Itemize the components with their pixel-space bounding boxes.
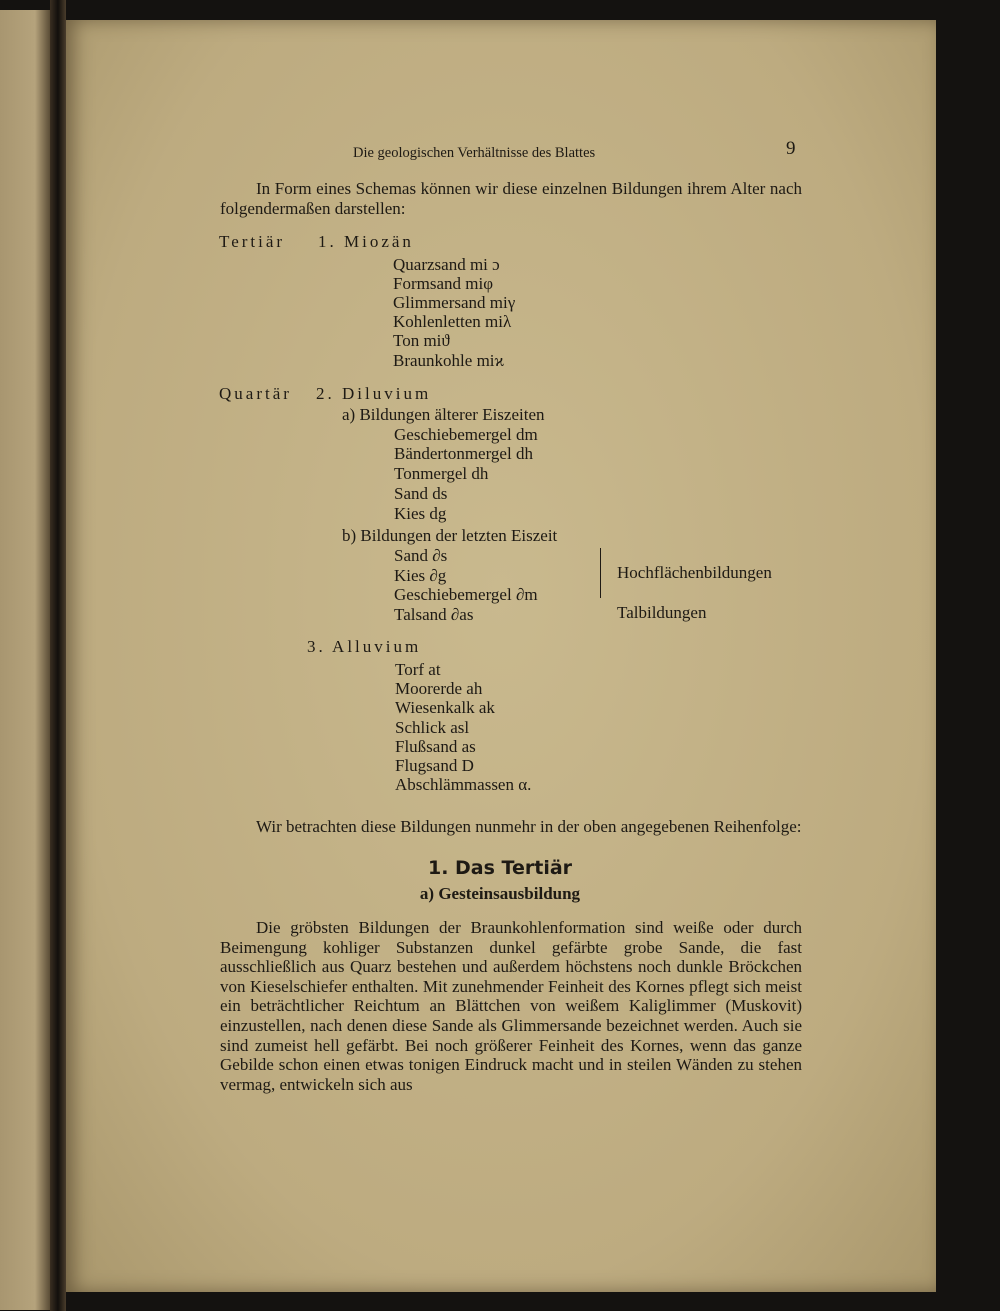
label-tertiaer: Tertiär [219,232,286,251]
subsection-heading: a) Gesteinsausbildung [419,884,581,903]
subheading-a: a) Bildungen älterer Eiszeiten [342,405,545,424]
page-number: 9 [786,138,796,159]
intro-paragraph: In Form eines Schemas können wir diese einzelnen Bildungen ihrem Alter nach folgendermaßen darstellen: [220,179,802,218]
label-alluvium: 3. Alluvium [307,637,422,656]
subheading-b: b) Bildungen der letzten Eiszeit [342,526,558,545]
schema-item: Schlick asl [395,718,470,737]
brace [592,548,601,598]
schema-item: Ton miϑ [393,331,450,350]
paragraph: Die gröbsten Bildungen der Braunkohlenformation sind weiße oder durch Beimengung kohliger Substanzen dunkel gefärbte grobe Sande, die fast ausschließlich aus Quarz bestehen und außerdem höchstens noch dunkle Bröckchen von Kieselschiefer enthalten. Mit zunehmender Feinheit des Kornes pflegt sich meist ein beträchtlicher Reichtum an Blättchen von weißem Kaliglimmer (Muskovit) einzustellen, nach denen diese Sande als Glimmersande bezeichnet werden. Auch sie sind zumeist hell gefärbt. Bei noch größerer Feinheit des Kornes, wenn das ganze Gebilde schon einen etwas tonigen Eindruck macht und in steilen Wänden zu stehen vermag, entwickeln sich aus [220,918,802,1094]
paragraph: Wir betrachten diese Bildungen nunmehr in der oben angegebenen Reihenfolge: [256,817,802,836]
schema-item: Geschiebemergel ∂m [394,585,538,604]
book-gutter [50,0,66,1311]
label-miozaen: 1. Miozän [318,232,414,251]
schema-item: Torf at [395,660,441,679]
previous-page-edge [0,10,50,1310]
schema-item: Flußsand as [395,737,476,756]
label-hochflaechen: Hochflächenbildungen [617,563,772,582]
schema-item: Wiesenkalk ak [395,698,495,717]
schema-item: Quarzsand mi ɔ [393,255,500,274]
schema-item: Abschlämmassen α. [395,775,532,794]
schema-item: Kies dg [394,504,447,523]
schema-item: Sand ds [394,484,448,503]
section-heading: 1. Das Tertiär [427,857,573,879]
schema-item: Braunkohle miϰ [393,351,505,370]
schema-item: Geschiebemergel dm [394,425,538,444]
schema-item: Formsand miφ [393,274,494,293]
schema-item: Tonmergel dh [394,464,489,483]
running-header: Die geologischen Verhältnisse des Blattes [353,145,596,161]
schema-item: Bändertonmergel dh [394,444,533,463]
label-diluvium: 2. Diluvium [316,384,432,403]
schema-item: Kohlenletten miλ [393,312,512,331]
schema-item: Kies ∂g [394,566,447,585]
schema-item: Flugsand D [395,756,474,775]
label-quartaer: Quartär [219,384,292,403]
schema-item: Moorerde ah [395,679,483,698]
schema-item: Sand ∂s [394,546,448,565]
schema-item: Glimmersand miγ [393,293,516,312]
label-tal: Talbildungen [617,603,707,622]
schema-item: Talsand ∂as [394,605,474,624]
